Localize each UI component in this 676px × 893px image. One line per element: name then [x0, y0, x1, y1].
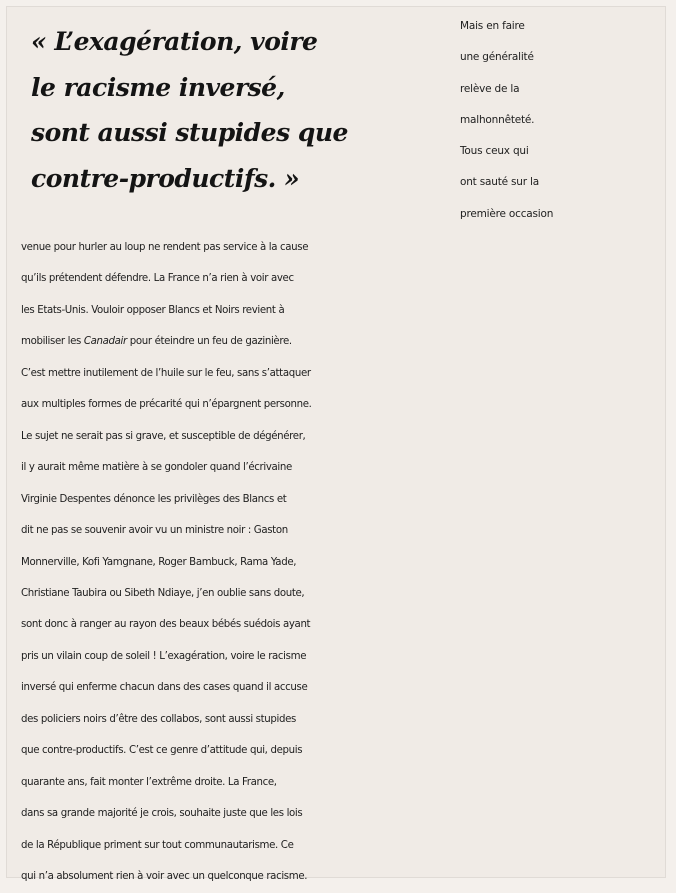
body-line: il y aurait même matière à se gondoler quand l’écrivaine — [21, 462, 292, 474]
body-line: Christiane Taubira ou Sibeth Ndiaye, j’en oublie sans doute, — [21, 587, 305, 599]
body-line — [21, 326, 671, 357]
article-page — [6, 6, 666, 883]
body-line: des policiers noirs d’être des collabos, sont aussi stupides — [21, 713, 296, 725]
pull-quote-line: « L’exagération, voire — [31, 27, 318, 56]
body-line: pris un vilain coup de soleil ! L’exagération, voire le racisme — [21, 650, 307, 662]
side-column-text — [460, 11, 670, 230]
body-line: Monnerville, Kofi Yamgnane, Roger Bambuck, Rama Yade, — [21, 556, 297, 568]
side-text-line: relève de la — [460, 82, 520, 95]
pull-quote-line: sont aussi stupides que — [31, 118, 348, 147]
body-line: qui n’a absolument rien à voir avec un quelconque racisme. — [21, 871, 308, 883]
body-line: les Etats-Unis. Vouloir opposer Blancs et Noirs revient à — [21, 304, 285, 316]
body-line: Virginie Despentes dénonce les privilèges des Blancs et — [21, 493, 287, 505]
body-line: inversé qui enferme chacun dans des cases quand il accuse — [21, 682, 308, 694]
body-line: sont donc à ranger au rayon des beaux bébés suédois ayant — [21, 619, 311, 631]
body-line: qu’ils prétendent défendre. La France n’a rien à voir avec — [21, 273, 294, 285]
pull-quote-line: le racisme inversé, — [31, 72, 285, 102]
body-text: pour éteindre un feu de gazinière. — [126, 336, 292, 348]
body-line: quarante ans, fait monter l’extrême droite. La France, — [21, 776, 277, 788]
body-line: Le sujet ne serait pas si grave, et susceptible de dégénérer, — [21, 430, 306, 442]
body-line: de la République priment sur tout communautarisme. Ce — [21, 839, 294, 851]
body-line: aux multiples formes de précarité qui n’épargnent personne. — [21, 399, 312, 411]
body-line: dans sa grande majorité je crois, souhaite juste que les lois — [21, 808, 303, 820]
body-line: venue pour hurler au loup ne rendent pas service à la cause — [21, 242, 309, 253]
side-text-line: ont sauté sur la — [460, 176, 539, 189]
side-text-line: malhonnêteté. — [460, 113, 535, 126]
pull-quote-line: contre-productifs. » — [31, 163, 300, 193]
body-line: C’est mettre inutilement de l’huile sur le feu, sans s’attaquer — [21, 367, 311, 379]
italic-term: Canadair — [83, 336, 127, 348]
side-text-line: première occasion — [460, 207, 554, 220]
body-line: dit ne pas se souvenir avoir vu un ministre noir : Gaston — [21, 525, 288, 537]
body-line: que contre-productifs. C’est ce genre d’attitude qui, depuis — [21, 745, 303, 757]
article-body — [21, 232, 671, 893]
side-text-line: Tous ceux qui — [460, 145, 529, 158]
side-text-line: une généralité — [460, 51, 534, 64]
side-text-line: Mais en faire — [460, 20, 525, 32]
body-text: mobiliser les — [21, 336, 84, 348]
pull-quote — [31, 19, 451, 201]
